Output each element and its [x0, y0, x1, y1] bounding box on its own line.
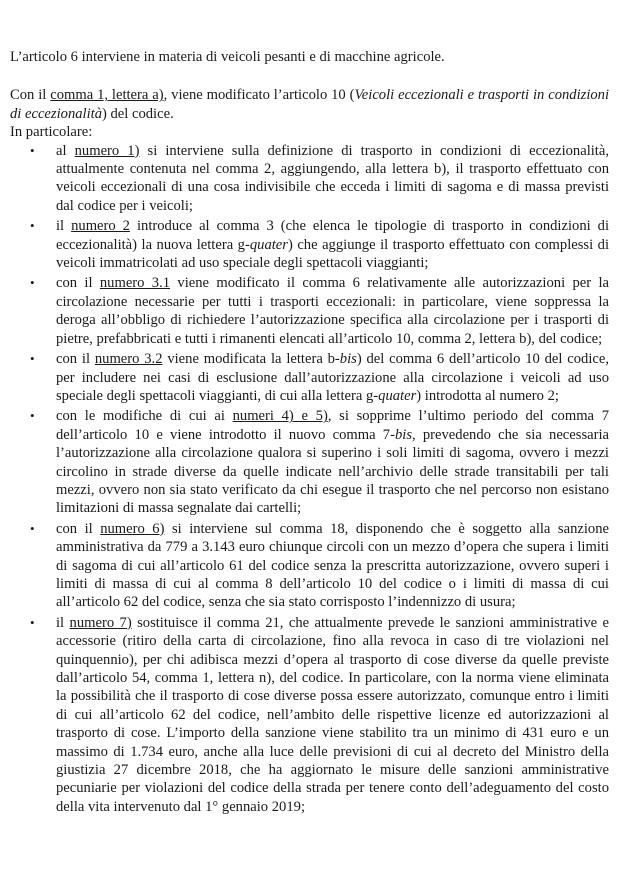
item-reference: numero 6)	[100, 520, 165, 537]
bullet-icon: •	[30, 142, 35, 158]
item-reference: numero 7)	[69, 614, 132, 631]
item-text: viene modificato il comma 6 relativamente alle autorizzazioni per la circolazione necessarie per tutti i trasporti eccezionali: in particolare, viene soppressa la deroga all’obbligo di richiedere l’autorizzazione specifica alla circolazione per i trasporti di pietre, prefabbricati e tutti i rimanenti elencati all’articolo 10, comma 2, lettera b), del codice;	[56, 275, 609, 347]
bullet-icon: •	[30, 614, 35, 630]
item-italic: quater	[378, 387, 417, 404]
amendments-list	[10, 142, 609, 817]
item-reference: numero 1)	[74, 142, 140, 159]
item-text: , si sopprime l’ultimo periodo del comma 7 dell’articolo 10 e viene introdotto il nuovo comma 7-	[56, 408, 610, 443]
comma1-reference: comma 1, lettera a)	[50, 87, 164, 104]
list-item	[10, 142, 609, 216]
comma1-pre: Con il	[10, 87, 51, 104]
list-item	[10, 274, 609, 348]
list-item	[10, 614, 609, 816]
item-pre: il	[56, 614, 70, 631]
item-reference: numero 2	[71, 218, 130, 235]
item-text: ) del comma 6 dell’articolo 10 del codice, per includere nei casi di esclusione dall’autorizzazione alla circolazione i veicoli ad uso speciale degli spettacoli viaggianti, di cui alla lettera g-	[56, 351, 609, 404]
bullet-icon: •	[30, 408, 35, 424]
item-reference: numeri 4) e 5)	[232, 408, 328, 425]
item-text: si interviene sul comma 18, disponendo che è soggetto alla sanzione amministrativa da 779 a 3.143 euro chiunque circoli con un mezzo d’opera che supera i limiti di sagoma di cui all’articolo 61 del codice senza la prescritta autorizzazione, ovvero superi i limiti di massa di cui al comma 8 dell’articolo 10 del codice o i limiti di massa di cui all’articolo 62 del codice, senza che sia stato corrisposto l’indennizzo di usura;	[56, 520, 609, 611]
item-text: sostituisce il comma 21, che attualmente prevede le sanzioni amministrative e accessorie (ritiro della carta di circolazione, fino alla revoca in caso di tre violazioni nel quinquennio), per chi adibisca mezzi d’opera al trasporto di cose diverse da quelle previste dall’articolo 54, comma 1, lettera n), del codice. In particolare, con la norma viene eliminata la possibilità che il trasporto di cose diverse possa essere autorizzato, comunque entro i limiti di cui all’articolo 62 del codice, nell’ambito delle rispettive licenze ed autorizzazioni al trasporto di cose. L’importo della sanzione viene stabilito tra un minimo di 431 euro e un massimo di 1.734 euro, anche alla luce delle previsioni di cui al decreto del Ministro della giustizia 27 dicembre 2018, che ha aggiornato le misure delle sanzioni amministrative pecuniarie per violazioni del codice della strada per tenere conto dell’adeguamento del costo della vita intervenuto dal 1° gennaio 2019;	[56, 614, 610, 815]
list-item	[10, 217, 609, 272]
item-text: introduce al comma 3 (che elenca le tipologie di trasporto in condizioni di eccezionalità) la nuova lettera g-	[56, 218, 610, 253]
item-pre: con il	[56, 275, 100, 292]
list-item	[10, 350, 609, 405]
bullet-icon: •	[30, 351, 35, 367]
item-reference: numero 3.2	[94, 351, 163, 368]
item-italic: bis	[394, 426, 412, 443]
comma1-mid: , viene modificato l’articolo 10 (	[163, 87, 355, 104]
comma1-post: ) del codice.	[102, 105, 174, 122]
comma1-article-title: Veicoli eccezionali e trasporti in condizioni di eccezionalità	[10, 87, 610, 122]
list-item	[10, 520, 609, 612]
item-pre: con il	[56, 351, 95, 368]
intro-paragraph: L’articolo 6 interviene in materia di veicoli pesanti e di macchine agricole.	[10, 49, 445, 65]
bullet-icon: •	[30, 218, 35, 234]
lead-text: In particolare:	[10, 124, 93, 141]
list-item	[10, 407, 609, 517]
item-italic: quater	[249, 236, 288, 253]
bullet-icon: •	[30, 275, 35, 291]
item-pre: al	[56, 142, 75, 159]
item-text: viene modificata la lettera b-	[162, 351, 340, 368]
item-pre: con il	[56, 520, 101, 537]
bullet-icon: •	[30, 520, 35, 536]
item-text: ) che aggiunge il trasporto effettuato con complessi di veicoli immatricolati ad uso speciale degli spettacoli viaggianti;	[56, 236, 610, 272]
item-pre: con le modifiche di cui ai	[56, 408, 233, 425]
item-text: si interviene sulla definizione di trasporto in condizioni di eccezionalità, attualmente contenuta nel comma 2, aggiungendo, alla lettera b), il trasporto effettuato con veicoli eccezionali di una cosa indivisibile che ecceda i limiti di sagoma e di massa previsti dal codice per i veicoli;	[56, 142, 609, 214]
comma1-paragraph	[10, 86, 609, 123]
item-text: , prevedendo che sia necessaria l’autorizzazione alla circolazione qualora si superino i soli limiti di sagoma, ovvero i mezzi circolino in strade diverse da quelle indicate nell’archivio delle strade transitabili per tali mezzi, ovvero non sia stato verificato da chi esegue il trasporto che nel percorso non esistano limitazioni di massa segnalate dai cartelli;	[56, 426, 609, 517]
item-reference: numero 3.1	[99, 275, 171, 292]
item-italic: bis	[339, 351, 357, 368]
item-text: ) introdotta al numero 2;	[416, 387, 559, 404]
item-pre: il	[56, 218, 72, 235]
